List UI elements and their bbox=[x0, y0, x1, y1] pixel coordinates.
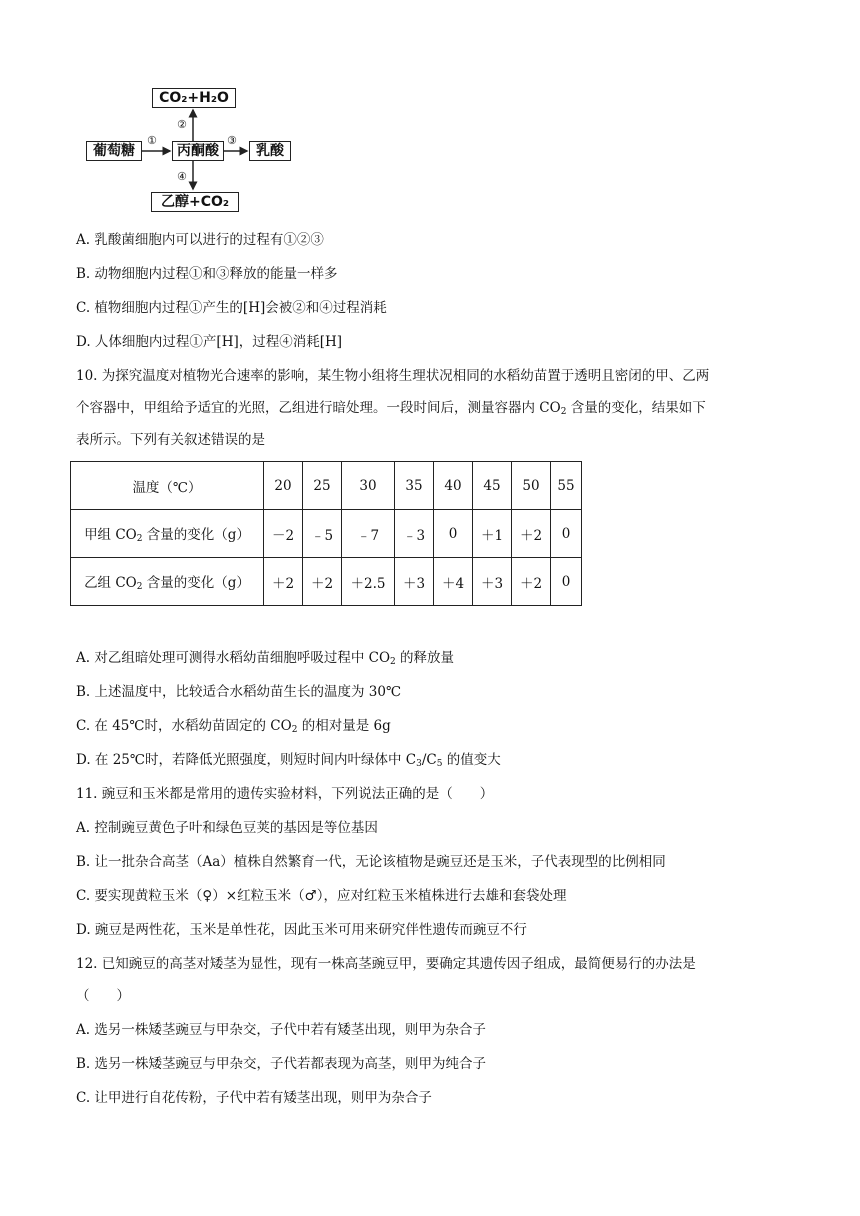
cell: 0 bbox=[434, 510, 473, 558]
table-row bbox=[71, 462, 582, 510]
cell: ＋2.5 bbox=[342, 558, 395, 606]
cell: ＋2 bbox=[512, 558, 551, 606]
cell: ﹣5 bbox=[303, 510, 342, 558]
q10-option-a: A. 对乙组暗处理可测得水稻幼苗细胞呼吸过程中 $CO_2$ 的释放量 bbox=[76, 650, 455, 667]
box-pyruvate: 丙酮酸 bbox=[172, 141, 224, 161]
table-row bbox=[71, 510, 582, 558]
table-row bbox=[71, 558, 582, 606]
cell: ＋1 bbox=[473, 510, 512, 558]
temp-cell: 25 bbox=[303, 462, 342, 510]
q11-stem: 11. 豌豆和玉米都是常用的遗传实验材料，下列说法正确的是（ ） bbox=[76, 786, 494, 802]
q10-option-b: B. 上述温度中，比较适合水稻幼苗生长的温度为 30℃ bbox=[76, 684, 402, 700]
header-label: 温度（℃） bbox=[71, 462, 264, 510]
q12-stem-line1: 12. 已知豌豆的高茎对矮茎为显性，现有一株高茎豌豆甲，要确定其遗传因子组成，最简便易行的办法是 bbox=[76, 956, 696, 972]
step-4-label: ④ bbox=[177, 170, 187, 183]
cell: ＋3 bbox=[473, 558, 512, 606]
cell: －2 bbox=[264, 510, 303, 558]
cell: 0 bbox=[551, 510, 582, 558]
step-3-label: ③ bbox=[227, 134, 237, 147]
temp-cell: 50 bbox=[512, 462, 551, 510]
temp-cell: 45 bbox=[473, 462, 512, 510]
q11-option-a: A. 控制豌豆黄色子叶和绿色豆荚的基因是等位基因 bbox=[76, 820, 378, 836]
q12-option-a: A. 选另一株矮茎豌豆与甲杂交，子代中若有矮茎出现，则甲为杂合子 bbox=[76, 1022, 486, 1038]
cell: ＋2 bbox=[303, 558, 342, 606]
cell: ＋4 bbox=[434, 558, 473, 606]
q10-stem-line2: 个容器中，甲组给予适宜的光照，乙组进行暗处理。一段时间后，测量容器内 $CO_2$ 含量的变化，结果如下 bbox=[76, 400, 706, 417]
q10-stem-line3: 表所示。下列有关叙述错误的是 bbox=[76, 432, 265, 448]
q9-option-a: A. 乳酸菌细胞内可以进行的过程有①②③ bbox=[76, 232, 324, 248]
cell: ＋2 bbox=[264, 558, 303, 606]
row-label-group-a: 甲组 $CO_2$ 含量的变化（g） bbox=[71, 510, 264, 558]
q10-stem-line1: 10. 为探究温度对植物光合速率的影响，某生物小组将生理状况相同的水稻幼苗置于透明且密闭的甲、乙两 bbox=[76, 368, 710, 384]
temp-cell: 40 bbox=[434, 462, 473, 510]
cell: ＋2 bbox=[512, 510, 551, 558]
q11-option-b: B. 让一批杂合高茎（Aa）植株自然繁育一代，无论该植物是豌豆还是玉米，子代表现型的比例相同 bbox=[76, 854, 666, 870]
temp-cell: 35 bbox=[395, 462, 434, 510]
box-glucose: 葡萄糖 bbox=[86, 141, 142, 161]
q9-option-c: C. 植物细胞内过程①产生的[H]会被②和④过程消耗 bbox=[76, 300, 387, 316]
metabolism-diagram bbox=[80, 80, 300, 220]
q12-option-c: C. 让甲进行自花传粉，子代中若有矮茎出现，则甲为杂合子 bbox=[76, 1090, 432, 1106]
row-label-group-b: 乙组 $CO_2$ 含量的变化（g） bbox=[71, 558, 264, 606]
temp-cell: 55 bbox=[551, 462, 582, 510]
temp-cell: 30 bbox=[342, 462, 395, 510]
box-ethanol-co2: 乙醇+CO₂ bbox=[151, 192, 239, 212]
q11-option-c: C. 要实现黄粒玉米（♀）×红粒玉米（♂），应对红粒玉米植株进行去雄和套袋处理 bbox=[76, 888, 567, 904]
cell: 0 bbox=[551, 558, 582, 606]
cell: ﹣3 bbox=[395, 510, 434, 558]
q12-stem-line2: （ ） bbox=[76, 988, 130, 1004]
q9-option-b: B. 动物细胞内过程①和③释放的能量一样多 bbox=[76, 266, 338, 282]
q11-option-d: D. 豌豆是两性花，玉米是单性花，因此玉米可用来研究伴性遗传而豌豆不行 bbox=[76, 922, 527, 938]
q10-option-d: D. 在 25℃时，若降低光照强度，则短时间内叶绿体中 $C_3/C_5$ 的值变大 bbox=[76, 752, 501, 769]
step-1-label: ① bbox=[147, 134, 157, 147]
q9-option-d: D. 人体细胞内过程①产[H]，过程④消耗[H] bbox=[76, 334, 343, 350]
cell: ＋3 bbox=[395, 558, 434, 606]
q12-option-b: B. 选另一株矮茎豌豆与甲杂交，子代若都表现为高茎，则甲为纯合子 bbox=[76, 1056, 487, 1072]
temp-cell: 20 bbox=[264, 462, 303, 510]
temperature-co2-table bbox=[70, 461, 582, 606]
box-co2-h2o: CO₂+H₂O bbox=[152, 88, 236, 108]
step-2-label: ② bbox=[177, 118, 187, 131]
box-lactate: 乳酸 bbox=[249, 141, 291, 161]
q10-option-c: C. 在 45℃时，水稻幼苗固定的 $CO_2$ 的相对量是 6g bbox=[76, 718, 391, 735]
cell: ﹣7 bbox=[342, 510, 395, 558]
